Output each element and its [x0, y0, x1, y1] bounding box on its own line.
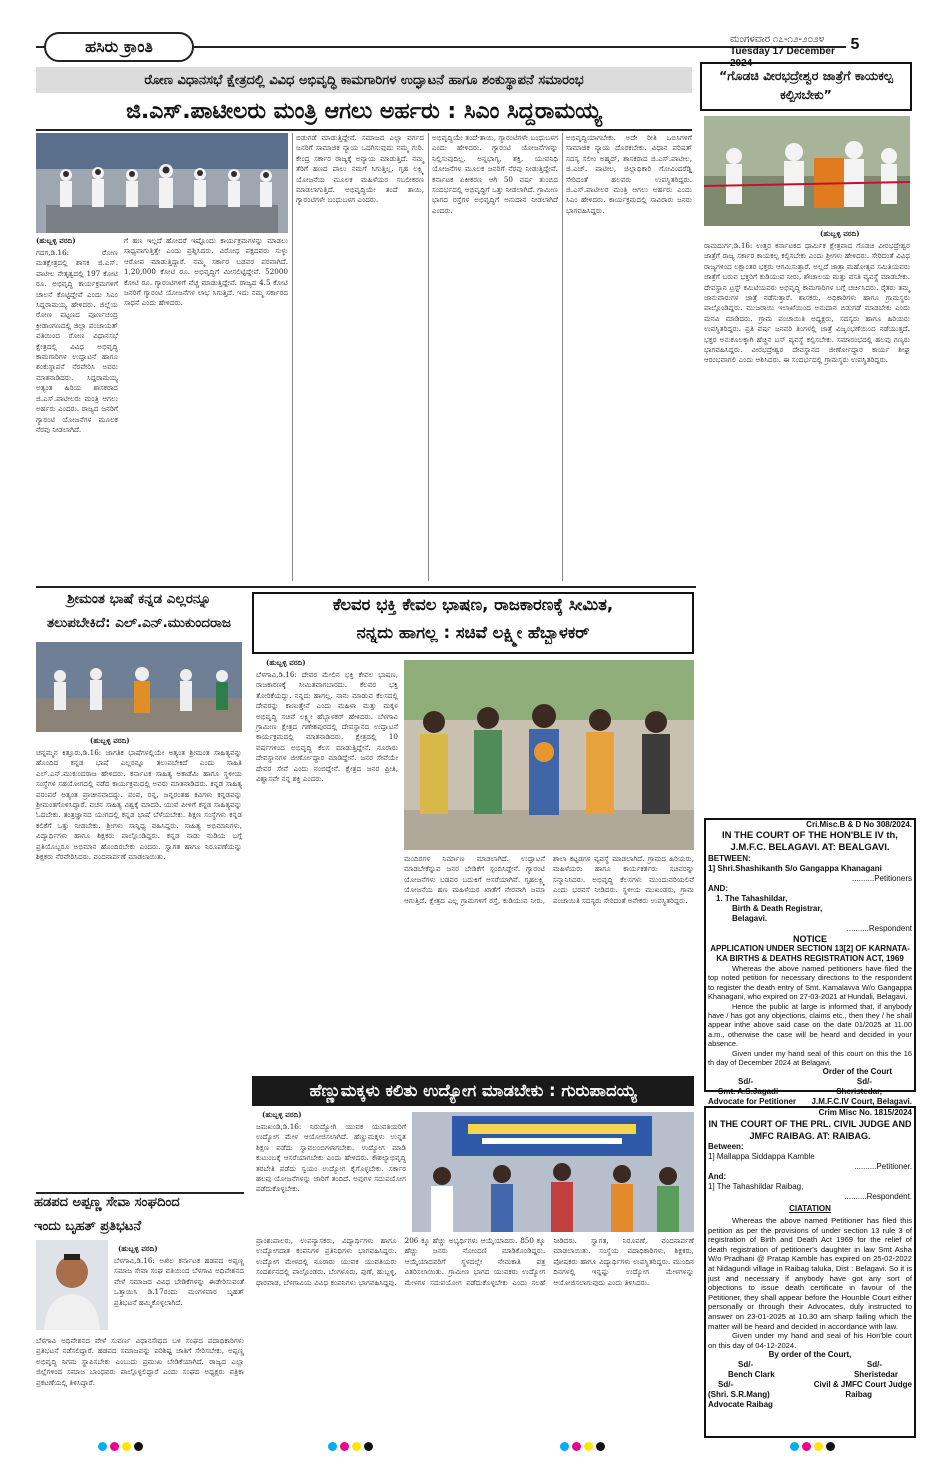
black-dot [596, 1442, 605, 1451]
black-dot [364, 1442, 373, 1451]
notice2-sheristedar: Sheristedar [853, 1370, 898, 1380]
section-rule [36, 1192, 244, 1194]
guru-byline: (ಹುಬ್ಬಳ್ಳಿ ವರದಿ) [262, 1110, 302, 1119]
magenta-dot [340, 1442, 349, 1451]
notice1-application-1: APPLICATION UNDER SECTION 13[2] OF KARNATA- [710, 944, 910, 953]
hebbalkar-photo [404, 660, 694, 850]
hebbalkar-headline-1: ಕೆಲವರ ಭಕ್ತಿ ಕೇವಲ ಭಾಷಣ, ರಾಜಕಾರಣಕ್ಕೆ ಸೀಮಿತ, [332, 595, 614, 614]
registration-marks-1 [98, 1442, 158, 1454]
ribbon-cutting-illustration [704, 116, 910, 226]
notice2-court-right-1: Civil & JMFC Court Judge [813, 1380, 912, 1390]
godachi-headline: “ಗೊಡಚಿ ವೀರಭದ್ರೇಶ್ವರ ಜಾತ್ರೆಗೆ ಕಾಯಕಲ್ಪ ಕಲ್ಪಿಸಬೇಕು” [719, 68, 893, 102]
notice2-order: By order of the Court, [768, 1350, 852, 1360]
hadapada-text-bottom: ಬೆಳಗಾವಿ ಅಧಿವೇಶನದ ವೇಳೆ ಸುವರ್ಣ ವಿಧಾನಸೌಧದ ಬಳಿ ಸಂಘದ ಪದಾಧಿಕಾರಿಗಳು ಪ್ರತಿಭಟನೆ ನಡೆಸಲಿದ್ದಾರೆ. ಹಡಪದ ಸಮಾಜವನ್ನು ಪರಿಶಿಷ್ಟ ಜಾತಿಗೆ ಸೇರಿಸಬೇಕು, ಅಪ್ಪಣ್ಣ ಅಭಿವೃದ್ಧಿ ನಿಗಮ ಸ್ಥಾಪಿಸಬೇಕು ಎಂಬುದು ಪ್ರಮುಖ ಬೇಡಿಕೆಯಾಗಿದೆ. ರಾಜ್ಯದ ಎಲ್ಲಾ ಜಿಲ್ಲೆಗಳಿಂದ ಸಮಾಜ ಬಾಂಧವರು ಪಾಲ್ಗೊಳ್ಳಲಿದ್ದಾರೆ ಎಂದು ಸಂಘದ ಅಧ್ಯಕ್ಷರು ಪತ್ರಿಕಾ ಪ್ರಕಟಣೆಯಲ್ಲಿ ತಿಳಿಸಿದ್ದಾರೆ. [36, 1336, 244, 1387]
col-divider [428, 133, 429, 581]
cyan-dot [790, 1442, 799, 1451]
notice1-sign-left-2: Advocate for Petitioner [708, 1097, 797, 1107]
legal-notice-1-content [708, 820, 912, 1107]
hadapada-text-side: ಬೆಳಗಾವಿ,ಡಿ.16: ಅಖಿಲ ಕರ್ನಾಟಕ ಹಡಪದ ಅಪ್ಪಣ್ಣ ಸಮಾಜ ಸೇವಾ ಸಂಘ ವತಿಯಿಂದ ಬೆಳಗಾವಿ ಅಧಿವೇಶನದ ವೇಳೆ ಸಮಾಜದ ವಿವಿಧ ಬೇಡಿಕೆಗಳನ್ನು ಈಡೇರಿಸುವಂತೆ ಒತ್ತಾಯಿಸಿ ಡಿ.17ರಂದು ಮಂಗಳವಾರ ಬೃಹತ್ ಪ್ರತಿಭಟನೆ ಹಮ್ಮಿಕೊಳ್ಳಲಾಗಿದೆ. [114, 1256, 244, 1307]
hebbalkar-byline: (ಹುಬ್ಬಳ್ಳಿ ವರದಿ) [266, 658, 306, 667]
date-kannada: ಮಂಗಳವಾರ ೧೭-೧೨-೨೦೨೪ [730, 34, 825, 45]
lead-banner: ರೋಣ ವಿಧಾನಸಭೆ ಕ್ಷೇತ್ರದಲ್ಲಿ ವಿವಿಧ ಅಭಿವೃದ್ಧಿ ಕಾಮಗಾರಿಗಳ ಉದ್ಘಾಟನೆ ಹಾಗೂ ಶಂಕುಸ್ಥಾಪನೆ ಸಮಾರಂಭ [36, 67, 692, 93]
black-dot [134, 1442, 143, 1451]
newspaper-name: ಹಸಿರು ಕ್ರಾಂತಿ [44, 32, 194, 62]
hadapada-byline: (ಹುಬ್ಬಳ್ಳಿ ವರದಿ) [118, 1244, 158, 1253]
notice1-body-3: Given under my hand seal of this court on this the 16 th day of December 2024 at Belagavi. [708, 1048, 912, 1068]
section-rule [36, 586, 696, 588]
hadapada-photo [36, 1240, 108, 1330]
hebbalkar-text-side: ಬೆಳಗಾವಿ,ಡಿ.16: ದೇವರ ಮೇಲಿನ ಭಕ್ತಿ ಕೇವಲ ಭಾಷಣ, ರಾಜಕಾರಣಕ್ಕೆ ಸೀಮಿತವಾಗಬಾರದು. ಕೆಲವರ ಭಕ್ತಿ ತೋರಿಕೆಯದ್ದು. ನನ್ನದು ಹಾಗಲ್ಲ. ನಾನು ಮಾಡುವ ಕೆಲಸದಲ್ಲಿ ದೇವರನ್ನು ಕಾಣುತ್ತೇನೆ ಎಂದು ಮಹಿಳಾ ಮತ್ತು ಮಕ್ಕಳ ಅಭಿವೃದ್ಧಿ ಸಚಿವೆ ಲಕ್ಷ್ಮೀ ಹೆಬ್ಬಾಳಕರ್ ಹೇಳಿದರು. ಬೆಳಗಾವಿ ಗ್ರಾಮೀಣ ಕ್ಷೇತ್ರದ ಗಣೇಶಪುರದಲ್ಲಿ ದೇವಸ್ಥಾನದ ಉದ್ಘಾಟನೆ ಕಾರ್ಯಕ್ರಮದಲ್ಲಿ ಮಾತನಾಡಿದರು. ಕ್ಷೇತ್ರದಲ್ಲಿ 10 ವರ್ಷಗಳಿಂದ ಅಭಿವೃದ್ಧಿ ಕೆಲಸ ಮಾಡುತ್ತಿದ್ದೇನೆ. ನೂರಾರು ದೇವಸ್ಥಾನಗಳ ಜೀರ್ಣೋದ್ಧಾರ ಮಾಡಿದ್ದೇನೆ. ಜನರ ಸೇವೆಯೇ ದೇವರ ಸೇವೆ ಎಂದು ನಂಬಿದ್ದೇನೆ. ಕ್ಷೇತ್ರದ ಜನರ ಪ್ರೀತಿ, ವಿಶ್ವಾಸವೇ ನನ್ನ ಶಕ್ತಿ ಎಂದರು. [256, 670, 398, 784]
notice1-sign-left-1: Smt. A.S.Jagadi [718, 1087, 779, 1097]
yellow-dot [122, 1442, 131, 1451]
guru-photo [412, 1112, 694, 1232]
yellow-dot [352, 1442, 361, 1451]
notice1-court-1: IN THE COURT OF THE HON'BLE IV th, [722, 830, 898, 841]
notice1-resp-2: Birth & Death Registrar, [732, 904, 823, 913]
registration-marks-2 [328, 1442, 388, 1454]
notice2-sign-row-2 [708, 1390, 912, 1400]
guru-text-side: ಜಮಖಂಡಿ,ಡಿ.16: ನಿರುದ್ಯೋಗಿ ಯುವಕ ಯುವತಿಯರಿಗೆ ಉದ್ಯೋಗ ಮೇಳ ಆಯೋಜಿಸಲಾಗಿದೆ. ಹೆಣ್ಣುಮಕ್ಕಳು ಉನ್ನತ ಶಿಕ್ಷಣ ಪಡೆದು ಸ್ವಾವಲಂಬಿಗಳಾಗಬೇಕು. ಉದ್ಯೋಗ ಮಾಡಿ ಕುಟುಂಬಕ್ಕೆ ಆಸರೆಯಾಗಬೇಕು ಎಂದು ಹೇಳಿದರು. ಕೌಶಲ್ಯಾಭಿವೃದ್ಧಿ ತರಬೇತಿ ಪಡೆದು ಸ್ವಯಂ ಉದ್ಯೋಗ ಕೈಗೊಳ್ಳಬೇಕು. ಸರ್ಕಾರ ಹಲವು ಯೋಜನೆಗಳನ್ನು ಜಾರಿಗೆ ತಂದಿದೆ. ಅವುಗಳ ಸದುಪಯೋಗ ಪಡೆದುಕೊಳ್ಳಬೇಕು. [256, 1122, 406, 1194]
notice1-sign-row-1 [708, 1087, 912, 1097]
mukundaraja-headline-2: ತಲುಪಬೇಕಿದೆ: ಎಲ್.ಎನ್.ಮುಕುಂದರಾಜ [47, 615, 231, 631]
magenta-dot [572, 1442, 581, 1451]
godachi-text: ರಾಮದುರ್ಗ,ಡಿ.16: ಉತ್ತರ ಕರ್ನಾಟಕದ ಧಾರ್ಮಿಕ ಕ್ಷೇತ್ರವಾದ ಗೊಡಚಿ ವೀರಭದ್ರೇಶ್ವರ ಜಾತ್ರೆಗೆ ರಾಜ್ಯ ಸರ್ಕಾರ ಕಾಯಕಲ್ಪ ಕಲ್ಪಿಸಬೇಕು ಎಂದು ಶ್ರೀಗಳು ಹೇಳಿದರು. ಸೇರಿದಂತೆ ವಿವಿಧ ರಾಜ್ಯಗಳಿಂದ ಲಕ್ಷಾಂತರ ಭಕ್ತರು ಆಗಮಿಸುತ್ತಾರೆ. ಅಲ್ಲದೆ ಜಾತ್ರಾ ಮಹೋತ್ಸವ ಸಮಿತಿಯವರು ಜಾತ್ರೆಗೆ ಬರುವ ಭಕ್ತರಿಗೆ ಕುಡಿಯುವ ನೀರು, ಶೌಚಾಲಯ ಮತ್ತು ವಸತಿ ವ್ಯವಸ್ಥೆ ಮಾಡಬೇಕು. ದೇವಸ್ಥಾನ ಟ್ರಸ್ಟ್ ಕಮಿಟಿಯವರು ಅಭಿವೃದ್ಧಿ ಕಾಮಗಾರಿಗಳ ಬಗ್ಗೆ ಚರ್ಚಿಸಿದರು. ರೈತರು ತಮ್ಮ ಜಾನುವಾರುಗಳ ಜಾತ್ರೆ ನಡೆಸುತ್ತಾರೆ. ಶಾಸಕರು, ಅಧಿಕಾರಿಗಳು ಹಾಗೂ ಗ್ರಾಮಸ್ಥರು ಪಾಲ್ಗೊಂಡಿದ್ದರು. ಮುಜರಾಯಿ ಇಲಾಖೆಯಿಂದ ಅನುದಾನ ಬಿಡುಗಡೆ ಮಾಡಬೇಕು ಎಂದು ಮನವಿ ಮಾಡಿದರು. ಗ್ರಾಮ ಪಂಚಾಯಿತಿ ಅಧ್ಯಕ್ಷರು, ಸದಸ್ಯರು ಹಾಗೂ ಹಿರಿಯರು ಉಪಸ್ಥಿತರಿದ್ದರು. ಪ್ರತಿ ವರ್ಷ ಜನವರಿ ತಿಂಗಳಲ್ಲಿ ಜಾತ್ರೆ ವಿಜೃಂಭಣೆಯಿಂದ ನಡೆಯುತ್ತದೆ. ಭಕ್ತರ ಅನುಕೂಲಕ್ಕಾಗಿ ಹೆಚ್ಚಿನ ಬಸ್ ವ್ಯವಸ್ಥೆ ಕಲ್ಪಿಸಬೇಕು. ಸಮಾರಂಭದಲ್ಲಿ ಹಲವು ಗಣ್ಯರು ಭಾಗವಹಿಸಿದ್ದರು. ವೀರಭದ್ರೇಶ್ವರ ದೇವಸ್ಥಾನದ ಜೀರ್ಣೋದ್ಧಾರ ಕಾರ್ಯ ಶೀಘ್ರ ಆರಂಭವಾಗಲಿ ಎಂದು ಆಶಿಸಿದರು. ಈ ಸಂದರ್ಭದಲ್ಲಿ ಗ್ರಾಮಸ್ಥರು ಉಪಸ್ಥಿತರಿದ್ದರು. [704, 241, 910, 365]
mukundaraja-byline: (ಹುಬ್ಬಳ್ಳಿ ವರದಿ) [90, 736, 130, 745]
notice1-between: BETWEEN: [708, 854, 751, 863]
notice2-body-1: Whereas the above named Petitioner has filed this petition as per the provisions of under section 13 rule 3 of registration of Birth and Death Act 1969 for the relief of death registration of petitioner's daughter in law Smt Asha W/o Pradhani @ Pratap Kamble has expired on 25-02-2022 at Nidagundi village in Raibag taluka, Dist : Belagavi. So it is just and necessary if anybody have got any sort of objections to issue death certificate in favour of the Petitioner, they shall appear before the Hounble Court either personally or through their Advocates, duly instructed to answer on 23-01-2025 at 10.30 am sharp failing which the matter will be heard and decided in accordance with law. [708, 1216, 912, 1331]
notice2-respondent-label: ..........Respondent. [844, 1192, 912, 1201]
notice2-court-2: JMFC RAIBAG. AT: RAIBAG. [749, 1131, 871, 1141]
portrait-illustration [36, 1240, 108, 1330]
notice2-petitioner-label: ..........Petitioner. [854, 1162, 912, 1171]
godachi-photo [704, 116, 910, 226]
magenta-dot [110, 1442, 119, 1451]
notice2-role-row [708, 1370, 912, 1380]
notice1-petitioner: 1] Shri.Shashikanth S/o Gangappa Khanagani [708, 864, 882, 873]
notice2-case-no: Crim Misc No. 1815/2024 [818, 1108, 912, 1117]
mukundaraja-text: ಚನ್ನಮ್ಮನ ಕಿತ್ತೂರು,ಡಿ.16: ಜಾಗತಿಕ ಭಾಷೆಗಳಲ್ಲಿಯೇ ಅತ್ಯಂತ ಶ್ರೀಮಂತ ಸಾಹಿತ್ಯವನ್ನು ಹೊಂದಿದ ಕನ್ನಡ ಭಾಷೆ ಎಲ್ಲರನ್ನೂ ತಲುಪಬೇಕಿದೆ ಎಂದು ಸಾಹಿತಿ ಎಲ್.ಎನ್.ಮುಕುಂದರಾಜ ಹೇಳಿದರು. ಕರ್ನಾಟಕ ಸಾಹಿತ್ಯ ಅಕಾಡೆಮಿ ಹಾಗೂ ಸ್ಥಳೀಯ ಸಂಸ್ಥೆಗಳ ಸಹಯೋಗದಲ್ಲಿ ನಡೆದ ಕಾರ್ಯಕ್ರಮದಲ್ಲಿ ಅವರು ಮಾತನಾಡಿದರು. ಕನ್ನಡ ಸಾಹಿತ್ಯ ಪರಂಪರೆ ಅತ್ಯಂತ ಪ್ರಾಚೀನವಾದದ್ದು. ಪಂಪ, ರನ್ನ, ಜನ್ನರಂತಹ ಕವಿಗಳು ಕನ್ನಡವನ್ನು ಶ್ರೀಮಂತಗೊಳಿಸಿದ್ದಾರೆ. ವಚನ ಸಾಹಿತ್ಯ ವಿಶ್ವಕ್ಕೆ ಮಾದರಿ. ಯುವ ಪೀಳಿಗೆ ಕನ್ನಡ ಸಾಹಿತ್ಯವನ್ನು ಓದಬೇಕು. ತಂತ್ರಜ್ಞಾನದ ಯುಗದಲ್ಲಿ ಕನ್ನಡ ಭಾಷೆ ಬೆಳೆಯಬೇಕು. ಶಿಕ್ಷಣ ಸಂಸ್ಥೆಗಳು ಕನ್ನಡ ಕಲಿಕೆಗೆ ಒತ್ತು ನೀಡಬೇಕು. ಶ್ರೀಗಳು ಸಾನ್ನಿಧ್ಯ ವಹಿಸಿದ್ದರು. ಸಾಹಿತ್ಯ ಅಭಿಮಾನಿಗಳು, ವಿದ್ಯಾರ್ಥಿಗಳು ಹಾಗೂ ಶಿಕ್ಷಕರು ಪಾಲ್ಗೊಂಡಿದ್ದರು. ಕನ್ನಡ ನಾಡು ನುಡಿಯ ಬಗ್ಗೆ ಪ್ರತಿಯೊಬ್ಬರೂ ಅಭಿಮಾನ ಹೊಂದಿರಬೇಕು ಎಂದರು. ಸ್ವಾಗತ ಹಾಗೂ ನಿರೂಪಣೆಯನ್ನು ಶಿಕ್ಷಕರು ನೆರವೇರಿಸಿದರು. ವಂದನಾರ್ಪಣೆ ಮಾಡಲಾಯಿತು. [36, 748, 242, 862]
notice1-resp-label: ..........Respondent [846, 924, 912, 933]
notice2-petitioner: 1] Mallappa Siddappa Kamble [708, 1152, 815, 1161]
notice1-sd-right: Sd/- [856, 1077, 872, 1087]
legal-notice-2-content [708, 1108, 912, 1436]
notice2-sign-row-1 [708, 1380, 912, 1390]
notice2-sd-right: Sd/- [866, 1360, 882, 1370]
lead-headline-rule [36, 129, 692, 131]
notice2-body-2: Given under my hand and seal of his Hon'ble court on this day of 04-12-2024. [708, 1331, 912, 1350]
notice1-title: NOTICE [792, 934, 827, 944]
notice2-court-right-2: Raibag [845, 1390, 872, 1400]
lead-byline: (ಹುಬ್ಬಳ್ಳಿ ವರದಿ) [36, 236, 76, 245]
hebbalkar-headline-2: ನನ್ನದು ಹಾಗಲ್ಲ : ಸಚಿವೆ ಲಕ್ಷ್ಮೀ ಹೆಬ್ಬಾಳಕರ್ [356, 623, 590, 642]
notice1-order: Order of the Court [822, 1067, 892, 1077]
notice1-sign-right-1: Sheristedar, [836, 1087, 882, 1097]
notice1-application-2: KA BIRTHS & DEATHS REGISTRATION ACT, 1969 [716, 954, 904, 963]
notice2-title: CIATATION [789, 1204, 831, 1213]
notice2-sd-row [708, 1360, 912, 1370]
notice1-case-no: Cri.Misc.B & D No 308/2024. [806, 820, 912, 829]
registration-marks-3 [560, 1442, 620, 1454]
notice2-court-1: IN THE COURT OF THE PRL. CIVIL JUDGE AND [708, 1119, 912, 1129]
yellow-dot [584, 1442, 593, 1451]
lead-col4: ಅಭಿವೃದ್ಧಿಯೇ ತಂದೆ-ತಾಯಿ, ಗ್ಯಾರಂಟಿಗಳೇ ಬಂಧುಬಳಗ ಎಂದು ಹೇಳಿದರು. ಗ್ಯಾರಂಟಿ ಯೋಜನೆಗಳನ್ನು ನಿಲ್ಲಿಸುವುದಿಲ್ಲ. ಅನ್ನಭಾಗ್ಯ, ಶಕ್ತಿ, ಯುವನಿಧಿ ಯೋಜನೆಗಳ ಮೂಲಕ ಜನರಿಗೆ ನೆರವು ನೀಡುತ್ತಿದ್ದೇವೆ. ಕರ್ನಾಟಕ ಏಕೀಕರಣ ಆಗಿ 50 ವರ್ಷ ತುಂಬಿದ ಸಂದರ್ಭದಲ್ಲಿ ಅಭಿವೃದ್ಧಿಗೆ ಒತ್ತು ನೀಡಲಾಗಿದೆ. ಗ್ರಾಮೀಣ ಭಾಗದ ರಸ್ತೆಗಳ ಅಭಿವೃದ್ಧಿಗೆ ಅನುದಾನ ನೀಡಲಾಗಿದೆ ಎಂದರು. [432, 133, 558, 215]
col-divider [292, 133, 293, 581]
cyan-dot [98, 1442, 107, 1451]
notice1-and: AND: [708, 884, 728, 893]
hadapada-headline-1: ಹಡಪದ ಅಪ್ಪಣ್ಣ ಸೇವಾ ಸಂಘದಿಂದ [34, 1195, 180, 1210]
hadapada-headline-2: ಇಂದು ಬೃಹತ್ ಪ್ರತಿಭಟನೆ [34, 1219, 142, 1234]
notice1-body-2: Hence the public at large is informed that, if anybody have / has got any objections, claims etc., then they / he shall appear inthe above said case on the date 01/2025 at 11.00 a.m., otherwise the case will be heard and decided in your absence. [708, 1001, 912, 1049]
notice2-between: Between: [708, 1142, 744, 1151]
notice2-and: And: [708, 1172, 727, 1181]
notice1-resp-1: 1. The Tahashildar, [716, 894, 788, 903]
notice1-sd-row [708, 1077, 912, 1087]
notice2-respondent: 1] The Tahashildar Raibag, [708, 1182, 804, 1191]
cyan-dot [560, 1442, 569, 1451]
notice1-court-2: J.M.F.C. BELAGAVI. AT: BEALGAVI. [730, 842, 890, 853]
notice2-sd-left: Sd/- [738, 1360, 754, 1370]
date-english: Tuesday 17 December 2024 [730, 46, 835, 69]
col-divider [562, 133, 563, 581]
black-dot [826, 1442, 835, 1451]
notice2-bench-clerk: Bench Clark [728, 1370, 775, 1380]
notice2-sd-left-2: Sd/- [718, 1380, 734, 1390]
ceremony-photo-illustration [36, 133, 288, 233]
lead-photo [36, 133, 288, 233]
notice2-sign-left-2: Advocate Raibag [708, 1400, 773, 1410]
lead-headline: ಜಿ.ಎಸ್.ಪಾಟೀಲರು ಮಂತ್ರಿ ಆಗಲು ಅರ್ಹರು : ಸಿಎಂ ಸಿದ್ದರಾಮಯ್ಯ [126, 99, 602, 125]
godachi-byline: (ಹುಬ್ಬಳ್ಳಿ ವರದಿ) [820, 229, 860, 238]
page-number: 5 [846, 34, 864, 56]
lead-col2: ಗೆ ಹಣ ಇಲ್ಲದೆ ಹೋದರೆ ಇಷ್ಟೊಂದು ಕಾರ್ಯಕ್ರಮಗಳನ್ನು ಮಾಡಲು ಸಾಧ್ಯವಾಗುತ್ತಿತ್ತೇ ಎಂದು ಪ್ರಶ್ನಿಸಿದರು. ವಿರೋಧ ಪಕ್ಷದವರು ಸುಳ್ಳು ಆರೋಪ ಮಾಡುತ್ತಿದ್ದಾರೆ. ನಮ್ಮ ಸರ್ಕಾರ ಬಡವರ ಪರವಾಗಿದೆ. 1,20,000 ಕೋಟಿ ರೂ. ಅಭಿವೃದ್ಧಿಗೆ ಮೀಸಲಿಟ್ಟಿದ್ದೇವೆ. 52000 ಕೋಟಿ ರೂ. ಗ್ಯಾರಂಟಿಗಳಿಗೆ ವೆಚ್ಚ ಮಾಡುತ್ತಿದ್ದೇವೆ. ರಾಜ್ಯದ 4.5 ಕೋಟಿ ಜನರಿಗೆ ಗ್ಯಾರಂಟಿ ಯೋಜನೆಗಳ ಲಾಭ ಸಿಗುತ್ತಿದೆ. ಇದು ನಮ್ಮ ಸರ್ಕಾರದ ಸಾಧನೆ ಎಂದು ಹೇಳಿದರು. [124, 236, 288, 308]
mukundaraja-photo [36, 642, 242, 732]
lead-col3: ಬಿಡುಗಡೆ ಮಾಡುತ್ತಿದ್ದೇವೆ. ಸಮಾಜದ ಎಲ್ಲಾ ವರ್ಗದ ಜನರಿಗೆ ಸಾಮಾಜಿಕ ನ್ಯಾಯ ಒದಗಿಸುವುದು ನಮ್ಮ ಗುರಿ. ಕೇಂದ್ರ ಸರ್ಕಾರ ರಾಜ್ಯಕ್ಕೆ ಅನ್ಯಾಯ ಮಾಡುತ್ತಿದೆ. ನಮ್ಮ ತೆರಿಗೆ ಹಣದ ಪಾಲು ನಮಗೆ ಸಿಗುತ್ತಿಲ್ಲ. ಗೃಹ ಲಕ್ಷ್ಮಿ ಯೋಜನೆಯ ಮೂಲಕ ಮಹಿಳೆಯರ ಸಬಲೀಕರಣ ಮಾಡಲಾಗುತ್ತಿದೆ. ಅಭಿವೃದ್ಧಿಯೇ ತಂದೆ ತಾಯಿ, ಗ್ಯಾರಂಟಿಗಳೇ ಬಂಧುಬಳಗ ಎಂದರು. [296, 133, 424, 205]
job-fair-illustration [412, 1112, 694, 1232]
guru-headline: ಹೆಣ್ಣುಮಕ್ಕಳು ಕಲಿತು ಉದ್ಯೋಗ ಮಾಡಬೇಕು : ಗುರುಪಾದಯ್ಯ [309, 1080, 637, 1100]
notice1-sd-left: Sd/- [738, 1077, 754, 1087]
notice1-petitioners-label: ..........Petitioners [851, 874, 912, 883]
guru-text-bottom: ಪ್ರಾಂಶುಪಾಲರು, ಉಪನ್ಯಾಸಕರು, ವಿದ್ಯಾರ್ಥಿಗಳು ಹಾಗೂ ಉದ್ಯೋಗದಾತ ಕಂಪನಿಗಳ ಪ್ರತಿನಿಧಿಗಳು ಭಾಗವಹಿಸಿದ್ದರು. ಉದ್ಯೋಗ ಮೇಳದಲ್ಲಿ ನೂರಾರು ಯುವಕ ಯುವತಿಯರು ಸಂದರ್ಶನದಲ್ಲಿ ಪಾಲ್ಗೊಂಡರು. ಬೆಂಗಳೂರು, ಪುಣೆ, ಹುಬ್ಬಳ್ಳಿ, ಧಾರವಾಡ, ಬೆಳಗಾವಿಯ ವಿವಿಧ ಕಂಪನಿಗಳು ಭಾಗವಹಿಸಿದ್ದವು. 206 ಕ್ಕೂ ಹೆಚ್ಚು ಅಭ್ಯರ್ಥಿಗಳು ಆಯ್ಕೆಯಾದರು. 850 ಕ್ಕೂ ಹೆಚ್ಚು ಜನರು ನೋಂದಣಿ ಮಾಡಿಕೊಂಡಿದ್ದರು. ಆಯ್ಕೆಯಾದವರಿಗೆ ಸ್ಥಳದಲ್ಲೇ ನೇಮಕಾತಿ ಪತ್ರ ವಿತರಿಸಲಾಯಿತು. ಗ್ರಾಮೀಣ ಭಾಗದ ಯುವಕರು ಉದ್ಯೋಗ ಮೇಳಗಳ ಸದುಪಯೋಗ ಪಡೆದುಕೊಳ್ಳಬೇಕು ಎಂದು ಸಲಹೆ ನೀಡಿದರು. ಸ್ವಾಗತ, ನಿರೂಪಣೆ, ವಂದನಾರ್ಪಣೆ ಮಾಡಲಾಯಿತು. ಸಂಸ್ಥೆಯ ಪದಾಧಿಕಾರಿಗಳು, ಶಿಕ್ಷಕರು, ಪೋಷಕರು ಹಾಗೂ ವಿದ್ಯಾರ್ಥಿಗಳು ಉಪಸ್ಥಿತರಿದ್ದರು. ಮುಂದಿನ ದಿನಗಳಲ್ಲಿ ಇನ್ನಷ್ಟು ಉದ್ಯೋಗ ಮೇಳಗಳನ್ನು ಆಯೋಜಿಸಲಾಗುವುದು ಎಂದು ತಿಳಿಸಿದರು. [256, 1236, 694, 1287]
cyan-dot [328, 1442, 337, 1451]
notice1-body-1: Whereas the above named petitioners have filed the top noted petition for necessary directions to the respondent to register the death entry of Smt. Kamalavva W/o Gangappa Khanagani, who expired on 27-03-2021 at Hundali, Belagavi. [708, 964, 912, 1002]
magenta-dot [802, 1442, 811, 1451]
notice2-sign-left-1: (Shri. S.R.Mang) [708, 1390, 770, 1400]
yellow-dot [814, 1442, 823, 1451]
stage-event-illustration [36, 642, 242, 732]
felicitation-illustration [404, 660, 694, 850]
mukundaraja-headline-1: ಶ್ರೀಮಂತ ಭಾಷೆ ಕನ್ನಡ ಎಲ್ಲರನ್ನೂ [67, 591, 211, 607]
lead-col1: ಗದಗ,ಡಿ.16: ರೋಣ ಮತಕ್ಷೇತ್ರದಲ್ಲಿ ಶಾಸಕ ಜಿ.ಎಸ್. ಪಾಟೀಲ ನೇತೃತ್ವದಲ್ಲಿ 197 ಕೋಟಿ ರೂ. ಅಭಿವೃದ್ಧಿ ಕಾರ್ಯಕ್ರಮಗಳಿಗೆ ಚಾಲನೆ ಕೊಟ್ಟಿದ್ದೇವೆ ಎಂದು ಸಿಎಂ ಸಿದ್ದರಾಮಯ್ಯ ಹೇಳಿದರು. ಜಿಲ್ಲೆಯ ರೋಣ ಪಟ್ಟಣದ ಪೂರ್ಣಚಂದ್ರ ಕ್ರೀಡಾಂಗಣದಲ್ಲಿ ಜಿಲ್ಲಾ ಪಂಚಾಯತ್ ವತಿಯಿಂದ ರೋಣ ವಿಧಾನಸಭೆ ಕ್ಷೇತ್ರದಲ್ಲಿ ವಿವಿಧ ಅಭಿವೃದ್ಧಿ ಕಾಮಗಾರಿಗಳ ಉದ್ಘಾಟನೆ ಹಾಗೂ ಶಂಕುಸ್ಥಾಪನೆ ನೆರವೇರಿಸಿ ಅವರು ಮಾತನಾಡಿದರು. ಸಿದ್ದರಾಮಯ್ಯ ಅತ್ಯಂತ ಹಿರಿಯ ಶಾಸಕರಾದ ಜಿ.ಎಸ್.ಪಾಟೀಲರು ಮಂತ್ರಿ ಆಗಲು ಅರ್ಹರು ಎಂದರು. ರಾಜ್ಯದ ಜನರಿಗೆ ಗ್ಯಾರಂಟಿ ಯೋಜನೆಗಳ ಮೂಲಕ ನೆರವು ನೀಡಲಾಗಿದೆ. [36, 248, 118, 434]
lead-col5: ಅಭಿವೃದ್ಧಿಯಾಗಬೇಕು. ಅದೇ ರೀತಿ ಒಬಿಸಿಗಳಿಗೆ ಸಾಮಾಜಿಕ ನ್ಯಾಯ ದೊರಕಬೇಕು. ವಿಧಾನ ಪರಿಷತ್ ಸದಸ್ಯ ಸಲೀಂ ಅಹ್ಮದ್, ಶಾಸಕರಾದ ಜಿ.ಎಸ್.ಪಾಟೀಲ, ಜಿ.ಎಚ್. ಪಾಟೀಲ, ಜಿಲ್ಲಾಧಿಕಾರಿ ಗೋವಿಂದರೆಡ್ಡಿ ಸೇರಿದಂತೆ ಹಲವರು ಉಪಸ್ಥಿತರಿದ್ದರು. ಜಿ.ಎಸ್.ಪಾಟೀಲರ ಮಂತ್ರಿ ಆಗಲು ಅರ್ಹರು ಎಂದು ಸಿಎಂ ಹೇಳಿದರು. ಕಾರ್ಯಕ್ರಮದಲ್ಲಿ ಸಾವಿರಾರು ಜನರು ಭಾಗವಹಿಸಿದ್ದರು. [566, 133, 692, 215]
registration-marks-4 [790, 1442, 850, 1454]
notice1-resp-3: Belagavi. [732, 914, 768, 923]
hebbalkar-text-bottom: ಮಂದಿರಗಳ ನಿರ್ಮಾಣ ಮಾಡಲಾಗಿದೆ. ಉದ್ಘಾಟನೆ ಮಾಡಬೇಕೆನ್ನುವ ಜನರ ಬೇಡಿಕೆಗೆ ಸ್ಪಂದಿಸಿದ್ದೇನೆ. ಗ್ಯಾರಂಟಿ ಯೋಜನೆಗಳು ಬಡವರ ಬದುಕಿಗೆ ಆಸರೆಯಾಗಿವೆ. ಗೃಹಲಕ್ಷ್ಮಿ ಯೋಜನೆಯ ಹಣ ಮಹಿಳೆಯರ ಖಾತೆಗೆ ನೇರವಾಗಿ ಜಮಾ ಆಗುತ್ತಿದೆ. ಕ್ಷೇತ್ರದ ಎಲ್ಲ ಗ್ರಾಮಗಳಿಗೆ ರಸ್ತೆ, ಕುಡಿಯುವ ನೀರು, ಶಾಲಾ ಕಟ್ಟಡಗಳ ವ್ಯವಸ್ಥೆ ಮಾಡಲಾಗಿದೆ. ಗ್ರಾಮದ ಹಿರಿಯರು, ಮಹಿಳೆಯರು ಹಾಗೂ ಕಾರ್ಯಕರ್ತರು ಸಚಿವರನ್ನು ಸನ್ಮಾನಿಸಿದರು. ಅಭಿವೃದ್ಧಿ ಕೆಲಸಗಳು ಮುಂದುವರಿಯಲಿವೆ ಎಂದು ಭರವಸೆ ನೀಡಿದರು. ಸ್ಥಳೀಯ ಮುಖಂಡರು, ಗ್ರಾಮ ಪಂಚಾಯಿತಿ ಸದಸ್ಯರು ಸೇರಿದಂತೆ ಅನೇಕರು ಉಪಸ್ಥಿತರಿದ್ದರು. [404, 854, 694, 905]
notice1-sign-right-2: J.M.F.C.IV Court, Belagavi. [811, 1097, 912, 1107]
